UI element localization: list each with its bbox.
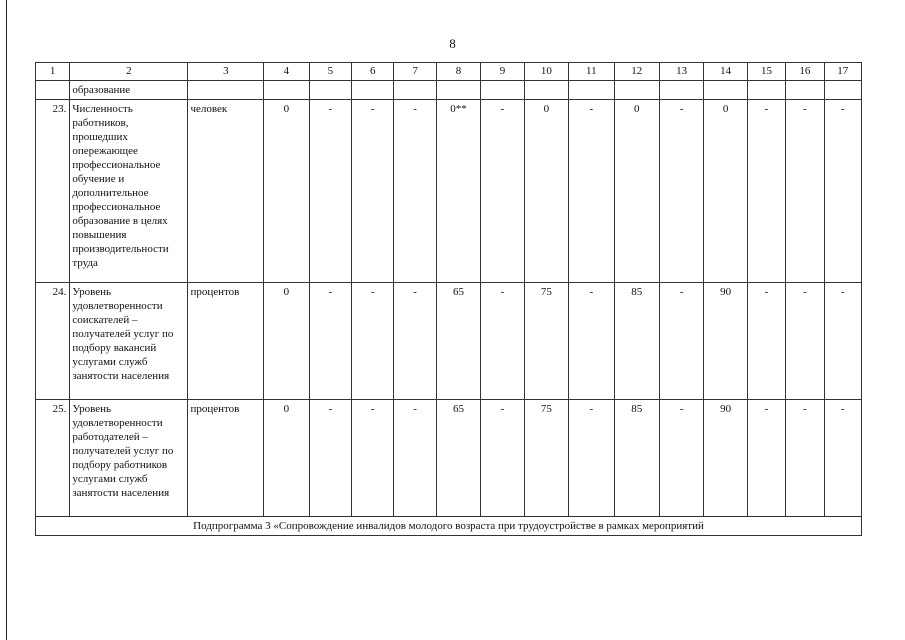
value-cell: -: [394, 400, 436, 517]
page-edge-line: [6, 0, 7, 640]
value-cell: -: [352, 283, 394, 400]
col-header-16: 16: [786, 63, 824, 81]
value-cell: -: [786, 283, 824, 400]
value-cell: 75: [524, 283, 568, 400]
value-cell: -: [747, 100, 785, 283]
indicator-name: Уровень удовлетворенности соискателей – получателей услуг по подбору вакансий услугами служб занятости населения: [70, 283, 188, 400]
unit-of-measure: процентов: [188, 283, 264, 400]
value-cell: -: [394, 100, 436, 283]
col-header-13: 13: [659, 63, 703, 81]
col-header-3: 3: [188, 63, 264, 81]
value-cell: -: [394, 283, 436, 400]
value-cell: 0: [264, 283, 309, 400]
unit-of-measure: человек: [188, 100, 264, 283]
value-cell: -: [747, 400, 785, 517]
value-cell: -: [659, 400, 703, 517]
col-header-12: 12: [614, 63, 659, 81]
value-cell: -: [824, 100, 861, 283]
value-cell: 65: [436, 400, 480, 517]
value-cell: 90: [704, 283, 747, 400]
value-cell: -: [659, 283, 703, 400]
value-cell: -: [659, 100, 703, 283]
indicator-name: Численность работников, прошедших опережающее профессиональное обучение и дополнительное профессиональное образование в целях повышения производительности труда: [70, 100, 188, 283]
col-header-14: 14: [704, 63, 747, 81]
value-cell: 0: [524, 100, 568, 283]
col-header-8: 8: [436, 63, 480, 81]
value-cell: -: [309, 400, 351, 517]
value-cell: -: [747, 283, 785, 400]
col-header-7: 7: [394, 63, 436, 81]
value-cell: -: [569, 283, 614, 400]
table-row: [36, 283, 862, 400]
value-cell: -: [309, 283, 351, 400]
value-cell: 85: [614, 400, 659, 517]
row-number: 23.: [36, 100, 70, 283]
subprogram-title: Подпрограмма 3 «Сопровождение инвалидов молодого возраста при трудоустройстве в рамках мероприятий: [36, 517, 862, 536]
value-cell: 75: [524, 400, 568, 517]
value-cell: 65: [436, 283, 480, 400]
column-number-row: [36, 63, 862, 81]
value-cell: -: [481, 100, 524, 283]
subprogram-row: [36, 517, 862, 536]
col-header-6: 6: [352, 63, 394, 81]
col-header-15: 15: [747, 63, 785, 81]
col-header-9: 9: [481, 63, 524, 81]
indicators-table: [35, 62, 862, 536]
table-row: [36, 100, 862, 283]
indicator-name: Уровень удовлетворенности работодателей – получателей услуг по подбору работников услугами служб занятости населения: [70, 400, 188, 517]
col-header-2: 2: [70, 63, 188, 81]
row-number: 25.: [36, 400, 70, 517]
row-number: 24.: [36, 283, 70, 400]
value-cell: 0: [264, 100, 309, 283]
value-cell: -: [824, 400, 861, 517]
value-cell: -: [352, 400, 394, 517]
value-cell: -: [481, 283, 524, 400]
value-cell: 85: [614, 283, 659, 400]
value-cell: 0**: [436, 100, 480, 283]
value-cell: -: [352, 100, 394, 283]
col-header-11: 11: [569, 63, 614, 81]
col-header-5: 5: [309, 63, 351, 81]
value-cell: 0: [704, 100, 747, 283]
table-row: [36, 400, 862, 517]
value-cell: 0: [264, 400, 309, 517]
page-number: 8: [449, 36, 456, 51]
value-cell: -: [569, 400, 614, 517]
value-cell: -: [569, 100, 614, 283]
col-header-1: 1: [36, 63, 70, 81]
unit-of-measure: процентов: [188, 400, 264, 517]
value-cell: 90: [704, 400, 747, 517]
col-header-17: 17: [824, 63, 861, 81]
continuation-text: образование: [70, 81, 188, 100]
value-cell: -: [481, 400, 524, 517]
value-cell: -: [309, 100, 351, 283]
continuation-row: [36, 81, 862, 100]
value-cell: -: [786, 400, 824, 517]
col-header-4: 4: [264, 63, 309, 81]
col-header-10: 10: [524, 63, 568, 81]
value-cell: -: [824, 283, 861, 400]
value-cell: -: [786, 100, 824, 283]
value-cell: 0: [614, 100, 659, 283]
